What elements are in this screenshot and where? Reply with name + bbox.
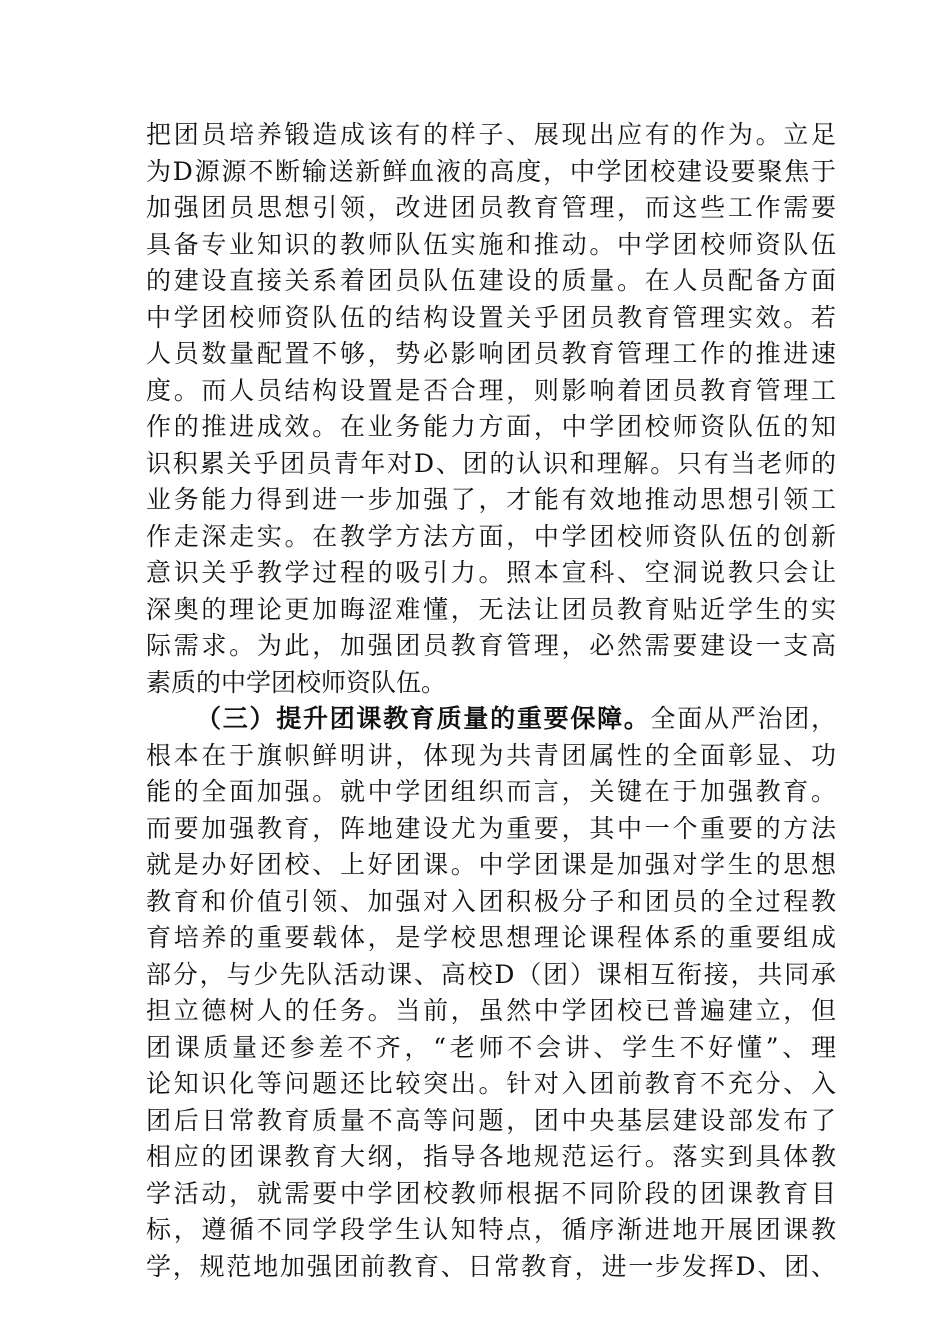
text-line: 标，遵循不同学段学生认知特点，循序渐进地开展团课教 [146,1215,836,1244]
text-line: 相应的团课教育大纲，指导各地规范运行。落实到具体教 [146,1142,836,1171]
text-line: 中学团校师资队伍的结构设置关乎团员教育管理实效。若 [146,302,836,332]
text-line: 意识关乎教学过程的吸引力。照本宣科、空洞说教只会让 [146,558,836,587]
text-line: 团后日常教育质量不高等问题，团中央基层建设部发布了 [146,1105,836,1135]
text-line: 的建设直接关系着团员队伍建设的质量。在人员配备方面 [146,266,836,295]
section-heading: （三）提升团课教育质量的重要保障。 [196,704,651,733]
text-line: 际需求。为此，加强团员教育管理，必然需要建设一支高 [146,631,836,660]
text-line: 论知识化等问题还比较突出。针对入团前教育不充分、入 [146,1069,836,1098]
text-line: 为D源源不断输送新鲜血液的高度，中学团校建设要聚焦于 [146,156,836,186]
text-line: 学，规范地加强团前教育、日常教育，进一步发挥D、团、 [146,1251,836,1281]
text-line: 识积累关乎团员青年对D、团的认识和理解。只有当老师的 [146,448,836,478]
text-line: 团课质量还参差不齐，“老师不会讲、学生不好懂”、理 [146,1032,836,1062]
text-line: 度。而人员结构设置是否合理，则影响着团员教育管理工 [146,375,836,405]
text-line: 把团员培养锻造成该有的样子、展现出应有的作为。立足 [146,120,836,149]
text-line: 担立德树人的任务。当前，虽然中学团校已普遍建立，但 [146,996,836,1025]
text-line: 具备专业知识的教师队伍实施和推动。中学团校师资队伍 [146,229,836,259]
text-line: 而要加强教育，阵地建设尤为重要，其中一个重要的方法 [146,813,836,843]
text-line: 根本在于旗帜鲜明讲，体现为共青团属性的全面彰显、功 [146,740,836,770]
paragraph-teacher-team [146,117,836,701]
text-line: 业务能力得到进一步加强了，才能有效地推动思想引领工 [146,485,836,514]
text-line: 作的推进成效。在业务能力方面，中学团校师资队伍的知 [146,412,836,441]
text-line: 素质的中学团校师资队伍。 [146,667,447,697]
heading-line-rest: 全面从严治团， [650,704,836,733]
text-line: 就是办好团校、上好团课。中学团课是加强对学生的思想 [146,850,836,879]
text-line: 人员数量配置不够，势必影响团员教育管理工作的推进速 [146,339,836,368]
text-line: 学活动，就需要中学团校教师根据不同阶段的团课教育目 [146,1178,836,1208]
paragraph-course-quality [146,701,836,1285]
text-line: 能的全面加强。就中学团组织而言，关键在于加强教育。 [146,777,836,806]
text-line: 部分，与少先队活动课、高校D（团）课相互衔接，共同承 [146,959,836,989]
text-line: 作走深走实。在教学方法方面，中学团校师资队伍的创新 [146,521,836,551]
text-line: 加强团员思想引领，改进团员教育管理，而这些工作需要 [146,193,836,222]
text-line [146,701,836,738]
text-line: 教育和价值引领、加强对入团积极分子和团员的全过程教 [146,886,836,916]
text-line: 育培养的重要载体，是学校思想理论课程体系的重要组成 [146,923,836,952]
document-body [146,117,836,1285]
text-line: 深奥的理论更加晦涩难懂，无法让团员教育贴近学生的实 [146,594,836,624]
